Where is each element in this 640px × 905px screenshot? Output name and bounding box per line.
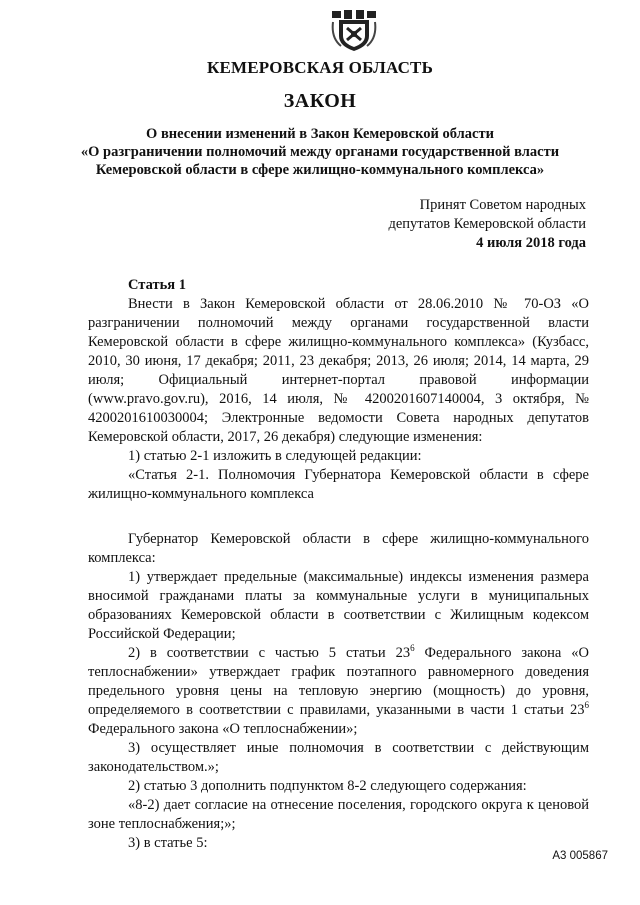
subitem-text: Федерального закона «О теплоснабжении» утверждает график поэтапного равномерного доведения предельного уровня цены на тепловую энергию (мощность) до уровня, определяемого в соответствии с правилами, указанными в части 1 статьи 23 <box>88 645 589 718</box>
superscript: 6 <box>584 700 589 710</box>
document-type-heading: ЗАКОН <box>283 90 357 112</box>
subitem-text: Федерального закона «О теплоснабжении»; <box>88 721 358 737</box>
subitem-paragraph <box>88 644 589 739</box>
document-title <box>0 125 640 179</box>
governor-intro-paragraph: Губернатор Кемеровской области в сфере жилищно-коммунального комплекса: <box>88 531 589 566</box>
amendment-item: 3) в статье 5: <box>128 835 208 851</box>
title-line: Кемеровской области в сфере жилищно-коммунального комплекса» <box>95 162 545 178</box>
article-heading: Статья 1 <box>128 277 186 293</box>
document-body <box>88 276 589 853</box>
coat-of-arms-icon <box>331 10 377 52</box>
amendment-item: 1) статью 2-1 изложить в следующей редакции: <box>128 448 422 464</box>
subitem-paragraph: 3) осуществляет иные полномочия в соответствии с действующим законодательством.»; <box>88 740 589 775</box>
subitem-paragraph: 1) утверждает предельные (максимальные) индексы изменения размера вносимой гражданами платы за коммунальные услуги в муниципальных образованиях Кемеровской области в соответствии с Жилищным кодексом Российской Федерации; <box>88 569 589 642</box>
amendment-text: «8-2) дает согласие на отнесение поселения, городского округа к ценовой зоне теплоснабжения;»; <box>88 797 589 832</box>
region-heading: КЕМЕРОВСКАЯ ОБЛАСТЬ <box>206 58 434 77</box>
adoption-block <box>388 196 586 253</box>
adopted-by-line: Принят Советом народных <box>419 197 586 213</box>
superscript: 6 <box>410 643 415 653</box>
article-intro-paragraph: Внести в Закон Кемеровской области от 28.06.2010 № 70-ОЗ «О разграничении полномочий между органами государственной власти Кемеровской области в сфере жилищно-коммунального комплекса» (Кузбасс, 2010, 30 июня, 17 декабря; 2011, 23 декабря; 2013, 26 июля; 2014, 14 марта, 29 июля; Официальный интернет-портал правовой информации (www.pravo.gov.ru), 2016, 14 июля, № 4200201607140004, 3 октября, № 4200201610030004; Электронные ведомости Совета народных депутатов Кемеровской области, 2017, 26 декабря) следующие изменения: <box>88 296 589 445</box>
adoption-date: 4 июля 2018 года <box>476 235 586 251</box>
subitem-text: 2) в соответствии с частью 5 статьи 23 <box>128 645 411 661</box>
adopted-by-line: депутатов Кемеровской области <box>388 216 586 232</box>
new-article-title: «Статья 2-1. Полномочия Губернатора Кемеровской области в сфере жилищно-коммунального комплекса <box>88 467 589 502</box>
amendment-item: 2) статью 3 дополнить подпунктом 8-2 следующего содержания: <box>128 778 527 794</box>
title-line: «О разграничении полномочий между органами государственной власти <box>80 144 560 160</box>
title-line: О внесении изменений в Закон Кемеровской области <box>146 126 494 142</box>
serial-number: А3 005867 <box>552 850 608 862</box>
